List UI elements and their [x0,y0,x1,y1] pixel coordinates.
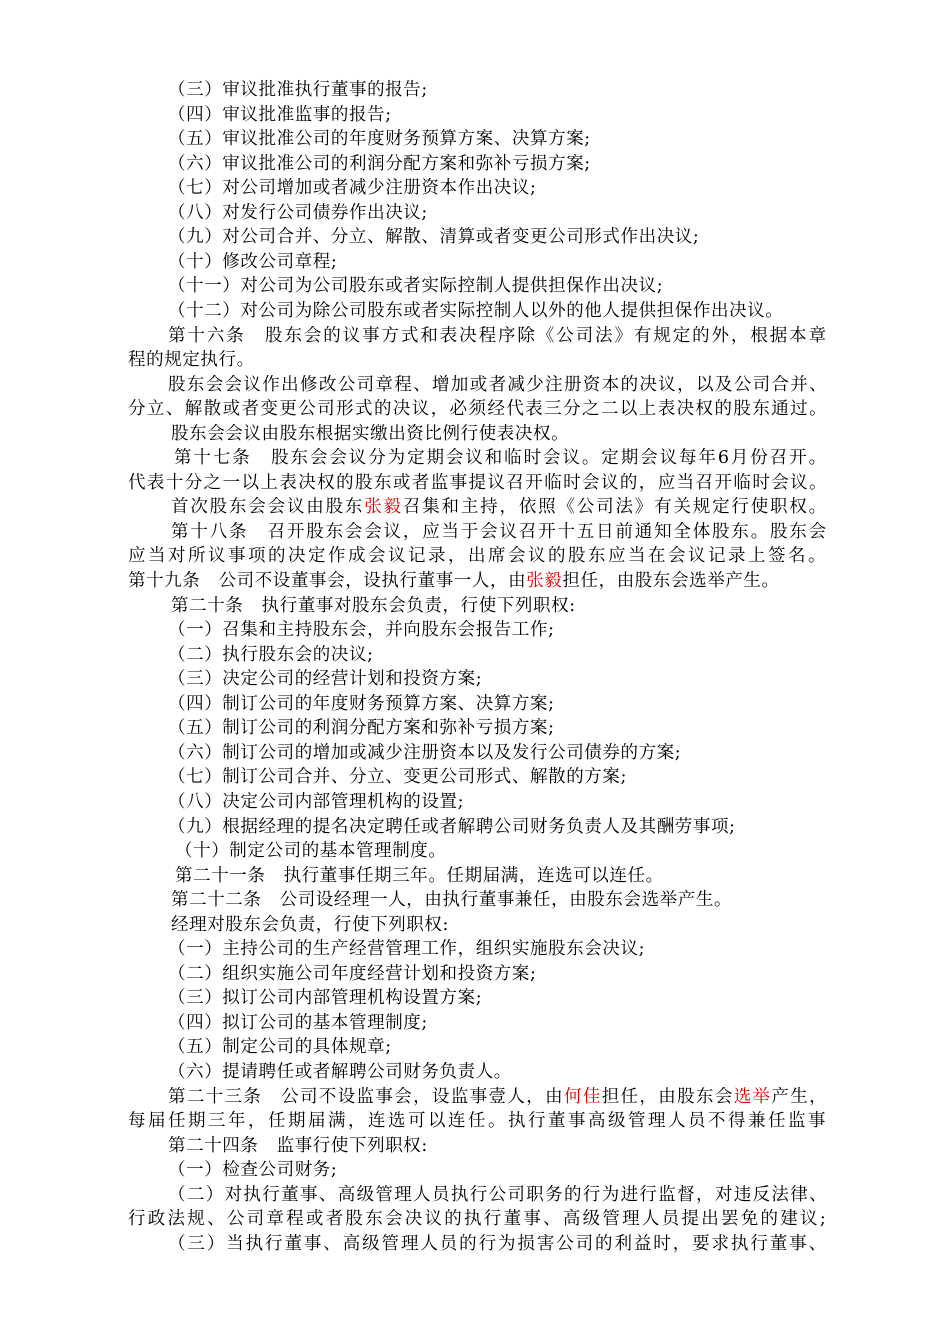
text-line [168,250,337,274]
text-line [128,569,780,593]
text-segment: （五）审议批准公司的年度财务预算方案、决算方案; [168,129,591,150]
text-line [168,667,482,691]
text-line [168,692,555,716]
text-segment: （九）根据经理的提名决定聘任或者解聘公司财务负责人及其酬劳事项; [168,816,736,837]
text-segment: 第二十三条 公司不设监事会，设监事壹人，由 [168,1086,564,1107]
text-segment: （七）制订公司合并、分立、变更公司形式、解散的方案; [168,767,627,788]
highlighted-text: 何佳 [563,1086,602,1107]
text-segment: 分立、解散或者变更公司形式的决议，必须经代表三分之二以上表决权的股东通过。 [128,399,828,420]
text-line [128,1109,828,1133]
text-segment: （六）制订公司的增加或减少注册资本以及发行公司债券的方案; [168,742,682,763]
text-line [168,373,828,397]
text-line [168,1158,337,1182]
text-line [128,397,828,421]
text-segment: （三）决定公司的经营计划和投资方案; [168,669,483,690]
text-line [171,913,449,937]
text-segment: （八）对发行公司债券作出决议; [168,202,428,223]
text-line [168,716,555,740]
text-segment: （十）制定公司的基本管理制度。 [175,841,447,862]
text-segment: （二）执行股东会的决议; [168,644,374,665]
text-line [171,422,569,446]
text-line [175,839,447,863]
text-segment: 第二十二条 公司设经理一人，由执行董事兼任，由股东会选举产生。 [171,890,733,911]
text-line [168,815,736,839]
highlighted-text: 张毅 [526,571,563,591]
text-line [128,471,828,495]
text-segment: （五）制定公司的具体规章; [168,1037,392,1058]
text-line [168,324,828,348]
text-line [168,274,663,298]
text-line [171,888,732,912]
text-segment: 应当对所议事项的决定作成会议记录，出席会议的股东应当在会议记录上签名。 [128,546,828,567]
text-segment: （八）决定公司内部管理机构的设置; [168,791,465,812]
text-line [168,937,645,961]
text-segment: 担任，由股东会 [601,1086,734,1107]
text-segment: （一）召集和主持股东会，并向股东会报告工作; [168,620,555,641]
text-line [168,1085,828,1109]
text-segment: （七）对公司增加或者减少注册资本作出决议; [168,178,537,199]
text-segment: （十二）对公司为除公司股东或者实际控制人以外的他人提供担保作出决议。 [168,300,784,321]
highlighted-text: 选举 [733,1086,772,1107]
text-segment: （六）提请聘任或者解聘公司财务负责人。 [168,1062,512,1082]
text-segment: 召集和主持，依照《公司法》有关规定行使职权。 [402,497,829,518]
text-line [175,864,664,888]
text-segment: 第二十条 执行董事对股东会负责，行使下列职权: [171,595,576,616]
text-segment: 产生， [771,1086,828,1107]
text-segment: 程的规定执行。 [128,350,255,371]
text-segment: 第二十四条 监事行使下列职权: [168,1135,428,1156]
text-line [168,986,482,1010]
text-segment: （一）主持公司的生产经营管理工作，组织实施股东会决议; [168,939,646,960]
text-segment: （四）制订公司的年度财务预算方案、决算方案; [168,693,555,714]
text-segment: （三）拟订公司内部管理机构设置方案; [168,988,483,1009]
text-line [168,741,681,765]
text-segment: 股东会会议由股东根据实缴出资比例行使表决权。 [171,423,570,444]
text-line [168,152,591,176]
text-segment: （十）修改公司章程; [168,251,338,272]
text-segment: （二）组织实施公司年度经营计划和投资方案; [168,963,537,984]
text-segment: 经理对股东会负责，行使下列职权: [171,914,449,935]
text-line [174,446,828,470]
text-segment: 股东会会议作出修改公司章程、增加或者减少注册资本的决议，以及公司合并、 [168,374,828,395]
text-line [168,225,699,249]
text-segment: 第十九条 公司不设董事会，设执行董事一人，由 [128,571,527,591]
text-segment: （三）当执行董事、高级管理人员的行为损害公司的利益时，要求执行董事、 [168,1233,828,1254]
text-segment: （十一）对公司为公司股东或者实际控制人提供担保作出决议; [168,276,664,297]
text-segment: 行政法规、公司章程或者股东会决议的执行董事、高级管理人员提出罢免的建议; [128,1209,828,1230]
text-line [168,1232,828,1256]
text-line [168,790,464,814]
text-segment: （四）审议批准监事的报告; [168,104,392,125]
text-line [168,765,627,789]
text-segment: 首次股东会会议由股东 [171,497,365,518]
text-segment: （二）对执行董事、高级管理人员执行公司职务的行为进行监督，对违反法律、 [168,1184,828,1205]
highlighted-text: 张毅 [364,497,403,518]
text-line [168,103,392,127]
text-line [168,127,591,151]
text-segment: 第十七条 股东会会议分为定期会议和临时会议。定期会议每年6月份召开。 [174,448,829,469]
text-segment: （九）对公司合并、分立、解散、清算或者变更公司形式作出决议; [168,227,700,248]
text-line [128,544,828,568]
text-line [168,1183,828,1207]
text-line [168,1060,512,1084]
text-line [168,618,555,642]
text-segment: （五）制订公司的利润分配方案和弥补亏损方案; [168,718,555,739]
text-segment: 第十八条 召开股东会会议，应当于会议召开十五日前通知全体股东。股东会 [171,521,828,542]
text-segment: 每届任期三年，任期届满，连选可以连任。执行董事高级管理人员不得兼任监事 [128,1111,828,1132]
text-line [128,1207,828,1231]
text-line [171,520,828,544]
text-line [168,201,428,225]
text-line [128,348,255,372]
text-line [168,78,428,102]
text-line [168,176,537,200]
text-segment: 第十六条 股东会的议事方式和表决程序除《公司法》有规定的外，根据本章 [168,325,828,346]
text-line [168,962,537,986]
text-segment: 担任，由股东会选举产生。 [562,571,780,591]
text-line [168,643,374,667]
text-segment: （六）审议批准公司的利润分配方案和弥补亏损方案; [168,153,591,174]
text-segment: （一）检查公司财务; [168,1160,338,1181]
text-line [171,495,828,519]
text-line [168,1035,392,1059]
text-line [168,1011,428,1035]
text-line [168,1134,428,1158]
text-segment: （四）拟订公司的基本管理制度; [168,1012,428,1033]
text-segment: 第二十一条 执行董事任期三年。任期届满，连选可以连任。 [175,865,664,886]
text-line [168,299,783,323]
text-segment: 代表十分之一以上表决权的股东或者监事提议召开临时会议的，应当召开临时会议。 [128,472,828,493]
text-line [171,594,576,618]
text-segment: （三）审议批准执行董事的报告; [168,80,428,100]
